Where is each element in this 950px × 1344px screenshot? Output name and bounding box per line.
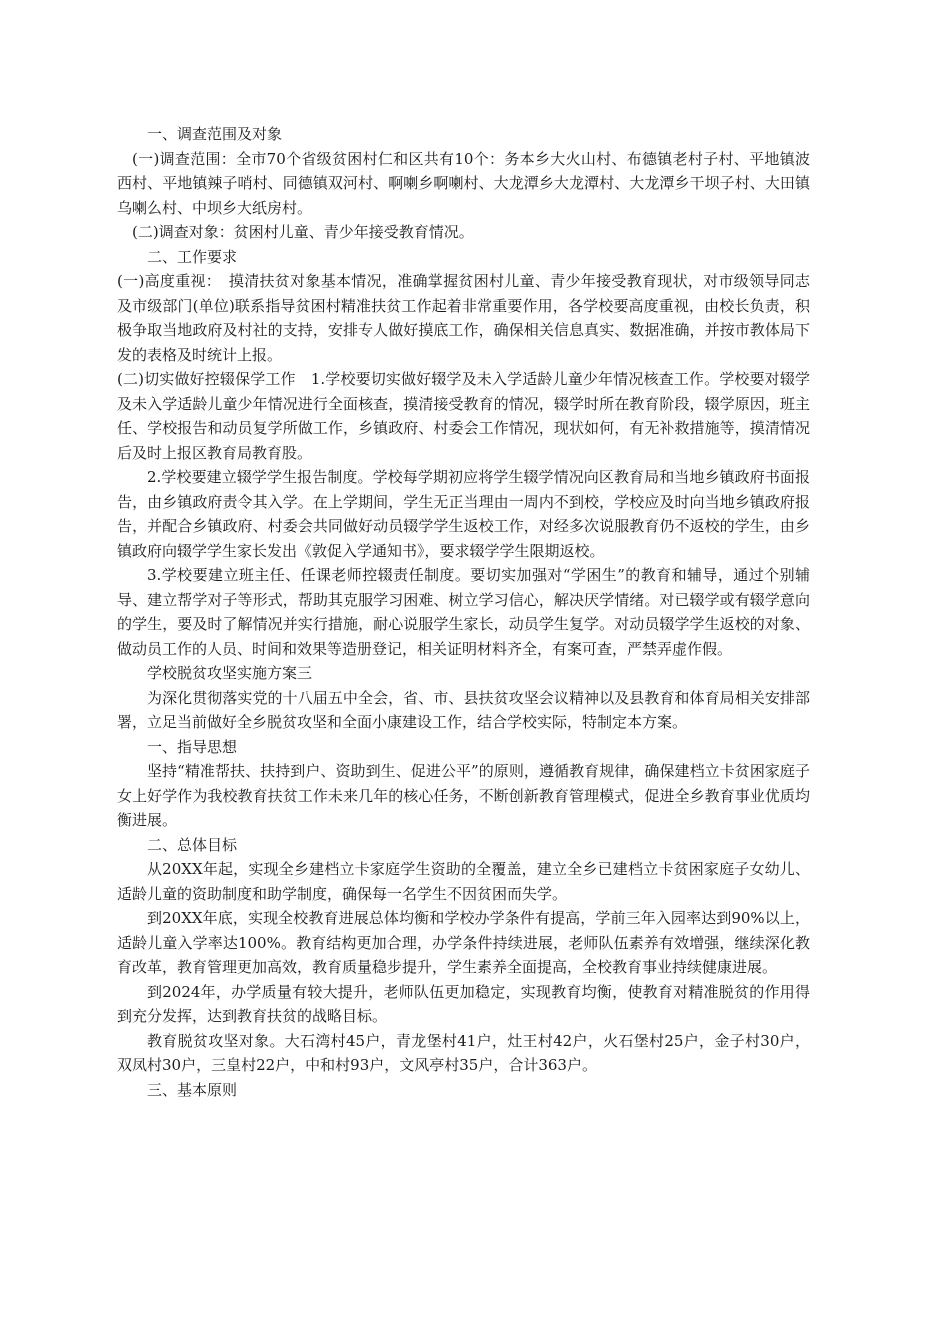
paragraph: 一、指导思想 <box>147 737 238 756</box>
paragraph: 一、调查范围及对象 <box>147 125 283 143</box>
paragraph: 2.学校要建立辍学学生报告制度。学校每学期初应将学生辍学情况向区教育局和当地乡镇政府书面报告，由乡镇政府责令其入学。在上学期间，学生无正当理由一周内不到校，学校应及时向当地乡镇政府报告，并配合乡镇政府、村委会共同做好动员辍学学生返校工作，对经多次说服教育仍不返校的学生，由乡镇政府向辍学学生家长发出《敦促入学通知书》，要求辍学学生限期返校。 <box>117 468 810 560</box>
paragraph: 教育脱贫攻坚对象。大石湾村45户，青龙堡村41户，灶王村42户，火石堡村25户，金子村30户，双凤村30户，三皇村22户，中和村93户，文风亭村35户，合计363户。 <box>117 1031 810 1074</box>
document-page <box>117 122 810 1102</box>
paragraph: 坚持“精准帮扶、扶持到户、资助到生、促进公平”的原则，遵循教育规律，确保建档立卡贫困家庭子女上好学作为我校教育扶贫工作未来几年的核心任务，不断创新教育管理模式，促进全乡教育事业优质均衡进展。 <box>117 762 810 829</box>
paragraph: 到20XX年底，实现全校教育进展总体均衡和学校办学条件有提高，学前三年入园率达到90%以上，适龄儿童入学率达100%。教育结构更加合理，办学条件持续进展，老师队伍素养有效增强，继续深化教育改革，教育管理更加高效，教育质量稳步提升，学生素养全面提高，全校教育事业持续健康进展。 <box>117 909 810 976</box>
paragraph: 3.学校要建立班主任、任课老师控辍责任制度。要切实加强对“学困生”的教育和辅导，通过个别辅导、建立帮学对子等形式，帮助其克服学习困难、树立学习信心，解决厌学情绪。对已辍学或有辍学意向的学生，要及时了解情况并实行措施，耐心说服学生家长，动员学生复学。对动员辍学学生返校的对象、做动员工作的人员、时间和效果等造册登记，相关证明材料齐全，有案可查，严禁弄虚作假。 <box>117 566 810 658</box>
paragraph: (一)高度重视： 摸清扶贫对象基本情况，准确掌握贫困村儿童、青少年接受教育现状，对市级领导同志及市级部门(单位)联系指导贫困村精准扶贫工作起着非常重要作用，各学校要高度重视，由校长负责，积极争取当地政府及村社的支持，安排专人做好摸底工作，确保相关信息真实、数据准确，并按市教体局下发的表格及时统计上报。 <box>117 272 810 364</box>
paragraph: (二)切实做好控辍保学工作 1.学校要切实做好辍学及未入学适龄儿童少年情况核查工作。学校要对辍学及未入学适龄儿童少年情况进行全面核查，摸清接受教育的情况，辍学时所在教育阶段，辍学原因，班主任、学校报告和动员复学所做工作，乡镇政府、村委会工作情况，现状如何，有无补救措施等，摸清情况后及时上报区教育局教育股。 <box>117 370 810 462</box>
paragraph: (二)调查对象：贫困村儿童、青少年接受教育情况。 <box>132 223 474 241</box>
paragraph: 二、总体目标 <box>147 835 238 854</box>
paragraph: 为深化贯彻落实党的十八届五中全会，省、市、县扶贫攻坚会议精神以及县教育和体育局相关安排部署，立足当前做好全乡脱贫攻坚和全面小康建设工作，结合学校实际，特制定本方案。 <box>117 688 810 731</box>
paragraph: 二、工作要求 <box>147 247 238 266</box>
paragraph: 学校脱贫攻坚实施方案三 <box>147 664 313 682</box>
paragraph: 三、基本原则 <box>147 1080 238 1099</box>
paragraph: 从20XX年起，实现全乡建档立卡家庭学生资助的全覆盖，建立全乡已建档立卡贫困家庭子女幼儿、适龄儿童的资助制度和助学制度，确保每一名学生不因贫困而失学。 <box>117 860 810 903</box>
paragraph: 到2024年，办学质量有较大提升，老师队伍更加稳定，实现教育均衡，使教育对精准脱贫的作用得到充分发挥，达到教育扶贫的战略目标。 <box>117 982 810 1025</box>
paragraph: (一)调查范围：全市70个省级贫困村仁和区共有10个：务本乡大火山村、布德镇老村子村、平地镇波西村、平地镇辣子哨村、同德镇双河村、啊喇乡啊喇村、大龙潭乡大龙潭村、大龙潭乡干坝子村、大田镇乌喇么村、中坝乡大纸房村。 <box>117 149 810 217</box>
